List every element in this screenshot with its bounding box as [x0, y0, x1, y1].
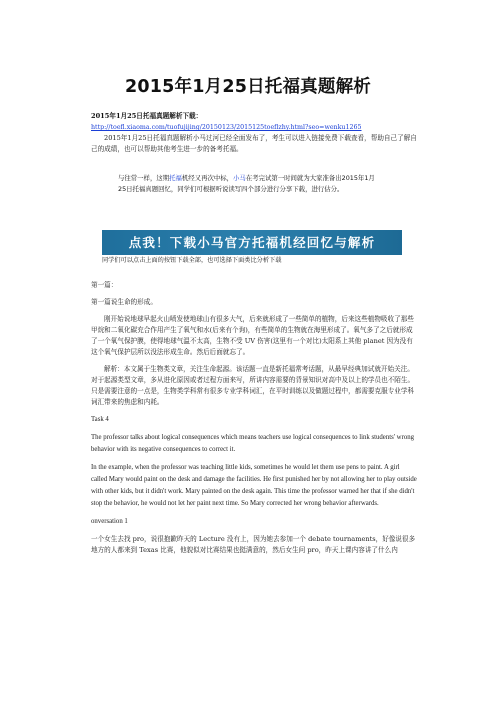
section-topic: 第一篇说生命的形成。 — [91, 298, 157, 306]
announcement-text: 机经又再次中标， — [181, 174, 234, 182]
intro-paragraph: 2015年1月25日托福真题解析小马过河已经全面发布了，考生可以进入链接免费下载查看，帮助自己了解自己的成绩，也可以帮助其他考生进一步的备考托福。 — [91, 134, 417, 153]
conversation-label: onversation 1 — [91, 518, 128, 525]
source-link[interactable]: http://toefl.xiaoma.com/tuofujijing/20150123/2015125toeflzhy.html?seo=wenku1265 — [91, 124, 362, 131]
article-body — [91, 280, 417, 556]
header-block — [91, 111, 417, 155]
analysis-paragraph: 解析：本文属于生物类文章，关注生命起源。该话题一直是新托福常考话题，从最早经典加试就开始关注。对于起源类型文章，多从进化原因或者过程方面来写，所讲内容需要的背景知识对高中及以上的学员也不陌生。只是需要注意的一点是，生物类学科常有很多专业学科词汇，在平时训练以及做题过程中，都需要克服专业学科词汇带来的焦虑和内耗。 — [91, 365, 415, 406]
announcement-line-2: 25日托福真题回忆，同学们可根据听说读写四个部分进行分享下载，进行估分。 — [118, 185, 344, 193]
xiaoma-link[interactable]: 小马 — [233, 174, 246, 182]
conversation-body: 一个女生去找 pro，说很抱歉昨天的 Lecture 没有上，因为她去参加一个 debate tournaments，好像说很多地方的人都来到 Texas 比赛，他貌似对比赛结果也挺满意的，然后女生问 pro，昨天上课内容讲了什么内 — [91, 535, 416, 554]
banner-caption: 同学们可以点击上面的按钮下载全部，也可选择下面类比分析下载 — [102, 257, 282, 264]
task-label: Task 4 — [91, 416, 109, 423]
subtitle: 2015年1月25日托福真题解析下载： — [91, 112, 203, 120]
task-paragraph-2: In the example, when the professor was teaching little kids, sometimes he would let them use pens to paint. A girl called Mary would paint on the desk and damage the facilities. He first punished her by not allowing her to play outside with other kids, but it didn't work. Mary painted on the desk again. This time the professor warned her that if she didn't stop the behavior, he would not let her paint next time. So Mary corrected her wrong behavior afterwards. — [91, 464, 417, 507]
toefl-link[interactable]: 托福 — [169, 174, 182, 182]
task-paragraph-1: The professor talks about logical consequences which means teachers use logical consequences to link students' wrong behavior with its negative consequences to correct it. — [91, 434, 415, 453]
announcement-text: 与往常一样，这期 — [118, 174, 170, 182]
section-label: 第一篇： — [91, 281, 118, 289]
announcement-line-1 — [118, 173, 388, 184]
download-banner-button[interactable]: 点我！下载小马官方托福机经回忆与解析 — [102, 230, 402, 255]
section-body: 刚开始说地球早起火山喷发使地球山有很多大气，后来就形成了一些简单的植物，后来这些植物吸收了那些甲烷和二氧化碳充合作用产生了氧气和水(后来有个询)，有些简单的生物就在海里形成了。氧气多了之后就形成了一个氧气保护膜，使得地球气温不太高，生物不受 UV 伤害(这里有一个对比)太阳系上其他 planet 因为没有这个氧气保护层所以没法形成生命。然后后面就忘了。 — [91, 315, 414, 356]
announcement-text: 在考完试第一时间就为大家准备出2015年1月 — [245, 174, 375, 182]
page-title: 2015年1月25日托福真题解析 — [125, 77, 371, 97]
announcement-image — [118, 173, 388, 195]
